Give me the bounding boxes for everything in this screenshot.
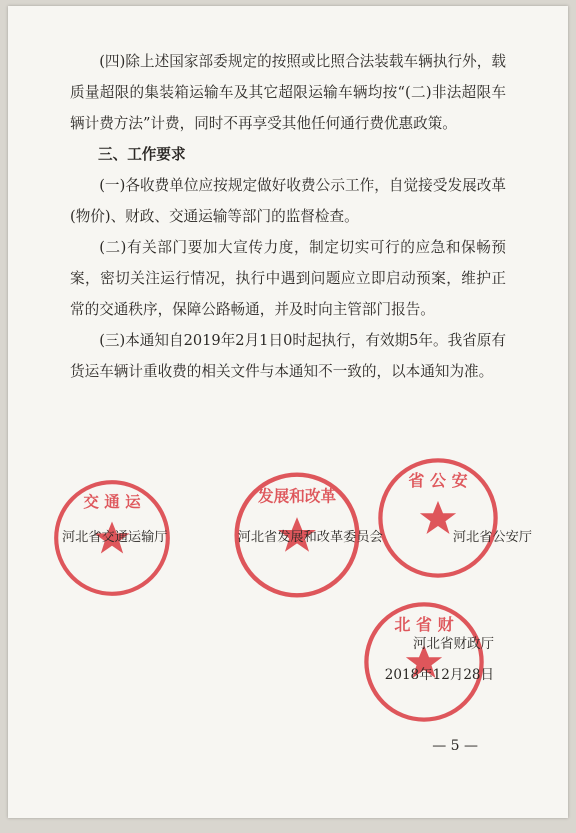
paragraph-requirement-2: (二)有关部门要加大宣传力度，制定切实可行的应急和保畅预案，密切关注运行情况，执行中遇到问题应立即启动预案，维护正常的交通秩序，保障公路畅通，并及时向主管部门报告。: [70, 239, 506, 318]
svg-text:发展和改革: 发展和改革: [257, 486, 337, 506]
section-heading-work-requirements: 三、工作要求: [98, 146, 186, 163]
document-body: [70, 46, 506, 387]
signatory-police: 河北省公安厅: [452, 530, 532, 545]
svg-text:省 公 安: 省 公 安: [408, 471, 468, 490]
issue-date: 2018年12月28日: [384, 667, 494, 683]
signatory-finance: 河北省财政厅: [413, 636, 494, 652]
public-security-seal: [374, 454, 502, 582]
paragraph-requirement-1: (一)各收费单位应按规定做好收费公示工作，自觉接受发展改革(物价)、财政、交通运输等部门的监督检查。: [70, 177, 506, 225]
page-number: — 5 —: [432, 738, 478, 754]
document-page: [8, 6, 568, 818]
paragraph-item-4: (四)除上述国家部委规定的按照或比照合法装载车辆执行外，载质量超限的集装箱运输车及其它超限运输车辆均按“(二)非法超限车辆计费方法”计费，同时不再享受其他任何通行费优惠政策。: [70, 53, 506, 132]
signatory-development: 河北省发展和改革委员会: [237, 530, 383, 545]
svg-text:交 通 运: 交 通 运: [83, 493, 141, 511]
svg-text:北 省 财: 北 省 财: [394, 615, 454, 634]
signatory-row: [62, 526, 532, 545]
signatory-transport: 河北省交通运输厅: [62, 530, 168, 545]
finance-department-seal: [360, 598, 488, 726]
paragraph-requirement-3: (三)本通知自2019年2月1日0时起执行，有效期5年。我省原有货运车辆计重收费的相关文件与本通知不一致的，以本通知为准。: [70, 332, 506, 380]
